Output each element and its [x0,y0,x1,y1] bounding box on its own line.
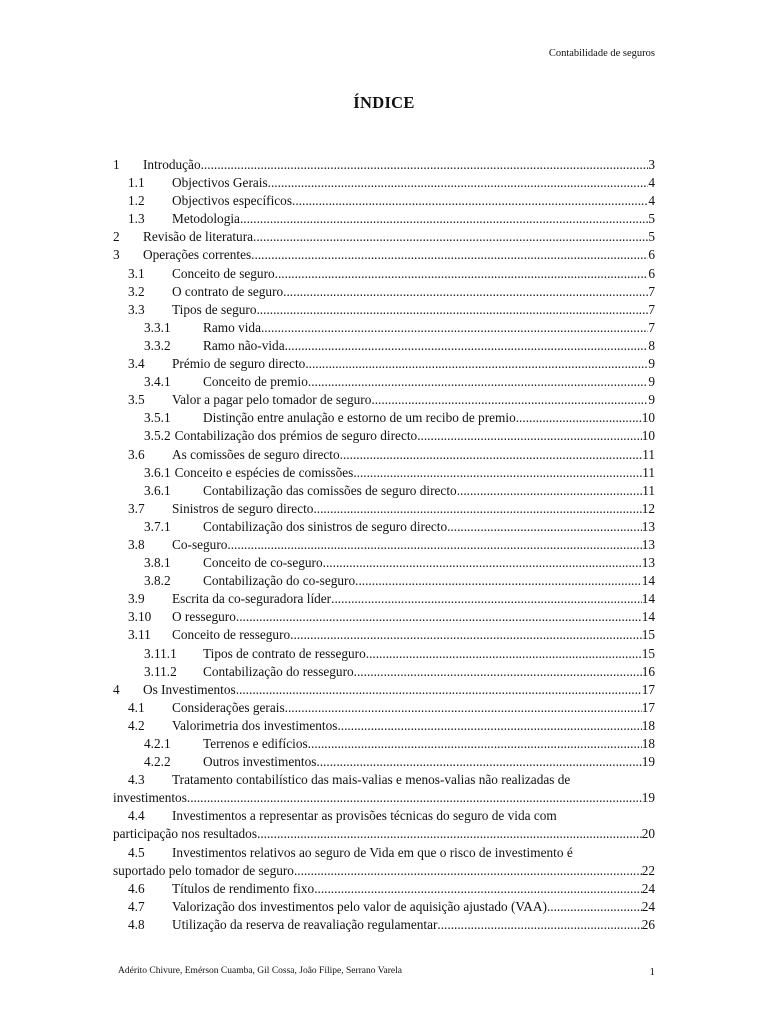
toc-entry-number: 3.4 [128,356,145,372]
dot-leader [323,554,642,572]
toc-entry[interactable] [113,608,655,626]
dot-leader [316,753,641,771]
toc-entry-continuation [113,862,655,880]
toc-entry-title: Tipos de seguro [172,301,257,317]
toc-entry[interactable] [113,663,655,681]
toc-entry[interactable] [113,355,655,373]
toc-entry[interactable] [113,844,655,862]
toc-entry-page: 9 [648,392,655,408]
toc-entry[interactable] [113,753,655,771]
toc-entry-number: 3.3 [128,301,145,317]
toc-entry[interactable] [113,626,655,644]
toc-entry-title-continued: investimentos [113,790,187,806]
toc-entry-number: 1.3 [128,211,145,227]
toc-entry-page: 13 [641,555,655,571]
dot-leader [227,536,641,554]
toc-entry-title: Introdução [143,157,201,172]
toc-entry[interactable] [113,210,655,228]
page-title: ÍNDICE [353,93,415,112]
toc-entry[interactable] [113,807,655,825]
toc-entry-continuation [113,789,655,807]
toc-entry-number: 1.1 [128,175,145,191]
toc-entry[interactable] [113,572,655,590]
toc-entry-number: 3.5.1 [144,410,171,426]
toc-entry-title: Outros investimentos [203,754,317,770]
toc-entry-number: 4 [113,681,120,697]
toc-entry-title-continued: participação nos resultados [113,826,257,842]
dot-leader [294,862,642,880]
toc-entry-number: 3.6.1 [144,482,171,498]
dot-leader [187,789,642,807]
dot-leader [547,898,642,916]
toc-entry[interactable] [113,427,655,445]
toc-entry-title: Terrenos e edifícios [203,736,308,751]
dot-leader [331,590,642,608]
dot-leader [292,192,648,210]
dot-leader [251,246,648,264]
toc-entry-page: 13 [641,518,655,534]
toc-entry[interactable] [113,482,655,500]
toc-entry-number: 3.5.2 [144,428,171,444]
toc-entry-page: 10 [641,410,655,426]
toc-entry-number: 3.11.1 [144,645,177,661]
dot-leader [355,572,642,590]
toc-entry[interactable] [113,319,655,337]
toc-entry-page: 24 [641,880,655,896]
toc-entry-page: 3 [648,157,655,172]
toc-entry-title: Investimentos relativos ao seguro de Vida em que o risco de investimento é [172,844,573,860]
toc-entry-number: 3.6 [128,446,145,462]
toc-entry-number: 3.9 [128,591,145,607]
toc-entry-page: 4 [648,193,655,209]
toc-entry-number: 4.6 [128,880,145,896]
toc-entry-title: Objectivos Gerais [172,175,268,191]
toc-entry-page: 19 [641,790,655,806]
toc-entry-number: 3.10 [128,609,152,625]
toc-entry-title: Contabilização do co-seguro [203,573,356,589]
toc-entry-page: 17 [641,699,655,715]
toc-entry-title: Ramo vida [203,319,261,335]
toc-entry[interactable] [113,156,655,174]
toc-entry-number: 3.6.1 [144,464,171,480]
footer-authors: Adérito Chivure, Emérson Cuamba, Gil Cossa, João Filipe, Serrano Varela [118,966,402,976]
toc-entry-number: 4.7 [128,898,145,914]
toc-entry-title: Valor a pagar pelo tomador de seguro [172,392,372,408]
toc-entry[interactable] [113,446,655,464]
toc-entry-number: 3 [113,247,120,263]
dot-leader [314,880,642,898]
toc-entry-title-continued: suportado pelo tomador de seguro [113,862,294,878]
toc-entry-number: 3.8.2 [144,573,171,589]
toc-entry-title: Sinistros de seguro directo [172,500,314,516]
dot-leader [313,500,641,518]
toc-entry-page: 24 [641,898,655,914]
toc-entry-number: 3.3.2 [144,337,171,353]
dot-leader [340,446,643,464]
toc-entry-title: Conceito e espécies de comissões [174,464,354,480]
toc-entry[interactable] [113,409,655,427]
toc-entry-page: 16 [641,663,655,679]
toc-entry[interactable] [113,916,655,934]
toc-entry[interactable] [113,337,655,355]
dot-leader [268,174,649,192]
toc-entry[interactable] [113,880,655,898]
toc-entry-title: Conceito de resseguro [172,627,291,643]
toc-entry[interactable] [113,373,655,391]
toc-entry-continuation [113,825,655,843]
dot-leader [256,301,648,319]
toc-entry-title: Operações correntes [143,247,252,263]
toc-entry-number: 3.8.1 [144,555,171,571]
toc-entry-number: 3.3.1 [144,319,171,335]
toc-entry-title: Títulos de rendimento fixo [172,880,315,896]
toc-entry[interactable] [113,645,655,663]
toc-entry-title: Conceito de premio [203,374,308,390]
dot-leader [305,355,648,373]
toc-entry-page: 11 [642,464,655,480]
dot-leader [285,699,642,717]
dot-leader [371,391,648,409]
toc-entry-page: 7 [648,301,655,317]
toc-entry-page: 18 [641,736,655,751]
toc-entry-page: 11 [642,482,655,498]
toc-entry-page: 9 [648,374,655,390]
toc-entry-number: 4.1 [128,699,145,715]
toc-entry-number: 4.4 [128,808,145,824]
toc-entry-number: 3.5 [128,392,145,408]
dot-leader [308,735,642,753]
toc-entry-page: 19 [641,754,655,770]
toc-entry[interactable] [113,246,655,264]
dot-leader [236,681,642,699]
dot-leader [253,228,648,246]
toc-entry-number: 4.2.1 [144,736,171,751]
toc-entry-number: 3.8 [128,536,145,552]
toc-entry[interactable] [113,536,655,554]
toc-entry-page: 13 [641,536,655,552]
toc-entry-page: 5 [648,229,655,245]
toc-entry-page: 9 [648,356,655,372]
toc-entry-page: 8 [648,337,655,353]
toc-entry[interactable] [113,554,655,572]
footer-page-number: 1 [649,966,655,978]
toc-entry[interactable] [113,681,655,699]
toc-entry-number: 4.3 [128,772,145,788]
dot-leader [354,663,642,681]
toc-entry-page: 14 [641,573,655,589]
toc-entry-title: Os Investimentos [143,681,236,697]
toc-entry[interactable] [113,699,655,717]
toc-entry[interactable] [113,391,655,409]
toc-entry-title: Metodologia [172,211,240,227]
toc-entry-number: 2 [113,229,120,245]
toc-entry-number: 4.5 [128,844,145,860]
dot-leader [290,626,642,644]
dot-leader [447,518,642,536]
toc-entry-page: 22 [641,862,655,878]
toc-entry-title: Conceito de seguro [172,265,275,281]
toc-entry-title: Valorimetria dos investimentos [172,717,338,733]
toc-entry-page: 4 [648,175,655,191]
toc-entry-page: 12 [641,500,655,516]
toc-entry-number: 1.2 [128,193,145,209]
toc-entry-title: Contabilização dos prémios de seguro directo [174,428,418,444]
dot-leader [236,608,642,626]
toc-entry-title: Contabilização das comissões de seguro directo [203,482,457,498]
toc-entry[interactable] [113,518,655,536]
toc-entry[interactable] [113,590,655,608]
toc-entry-page: 14 [641,591,655,607]
toc-entry-number: 3.7 [128,500,145,516]
toc-entry-page: 7 [648,319,655,335]
toc-entry-page: 26 [641,916,655,932]
toc-entry[interactable] [113,898,655,916]
toc-entry-number: 3.11.2 [144,663,177,679]
toc-entry-page: 15 [641,627,655,643]
toc-entry-title: Escrita da co-seguradora líder [172,591,332,607]
toc-entry-number: 1 [113,157,120,172]
toc-entry-page: 6 [648,247,655,263]
dot-leader [457,482,643,500]
toc-entry-page: 14 [641,609,655,625]
toc-entry[interactable] [113,735,655,753]
toc-entry-title: Ramo não-vida [203,337,285,353]
toc-entry[interactable] [113,192,655,210]
toc-entry-number: 3.1 [128,265,145,281]
toc-entry-title: Co-seguro [172,536,228,552]
toc-entry-title: Objectivos específicos [172,193,293,209]
toc-entry-title: As comissões de seguro directo [172,446,340,462]
toc-entry[interactable] [113,500,655,518]
table-of-contents [113,156,655,934]
toc-entry-title: Contabilização dos sinistros de seguro directo [203,518,448,534]
dot-leader [308,373,648,391]
toc-entry-number: 3.7.1 [144,518,171,534]
toc-entry-number: 4.8 [128,916,145,932]
dot-leader [275,265,649,283]
toc-entry-page: 18 [641,717,655,733]
toc-entry-number: 3.4.1 [144,374,171,390]
dot-leader [283,283,648,301]
dot-leader [337,717,641,735]
toc-entry-title: O resseguro [172,609,236,625]
toc-entry-page: 11 [642,446,655,462]
dot-leader [366,645,642,663]
toc-entry-title: Investimentos a representar as provisões técnicas do seguro de vida com [172,808,557,824]
toc-entry-page: 7 [648,283,655,299]
toc-entry-page: 5 [648,211,655,227]
toc-entry-page: 15 [641,645,655,661]
toc-entry[interactable] [113,283,655,301]
toc-entry-title: Utilização da reserva de reavaliação regulamentar [172,916,438,932]
toc-entry[interactable] [113,464,655,482]
toc-entry-page: 20 [641,826,655,842]
dot-leader [516,409,642,427]
dot-leader [240,210,648,228]
toc-entry-title: Conceito de co-seguro [203,555,323,571]
toc-entry-page: 17 [641,681,655,697]
toc-entry[interactable] [113,301,655,319]
toc-entry-page: 10 [641,428,655,444]
toc-entry[interactable] [113,771,655,789]
toc-entry[interactable] [113,717,655,735]
toc-entry-title: Tratamento contabilístico das mais-valias e menos-valias não realizadas de [172,772,571,788]
dot-leader [285,337,649,355]
toc-entry-title: Prémio de seguro directo [172,356,306,372]
toc-entry-title: Considerações gerais [172,699,285,715]
dot-leader [437,916,641,934]
toc-entry-title: Contabilização do resseguro [203,663,354,679]
running-header: Contabilidade de seguros [548,48,655,59]
dot-leader [353,464,642,482]
dot-leader [257,825,642,843]
toc-entry-title: O contrato de seguro [172,283,284,299]
toc-entry[interactable] [113,265,655,283]
toc-entry-number: 3.2 [128,283,145,299]
toc-entry-title: Tipos de contrato de resseguro [203,645,366,661]
dot-leader [261,319,648,337]
dot-leader [417,427,642,445]
toc-entry[interactable] [113,228,655,246]
toc-entry[interactable] [113,174,655,192]
toc-entry-title: Distinção entre anulação e estorno de um recibo de premio [203,410,516,426]
toc-entry-title: Revisão de literatura [143,229,254,245]
toc-entry-number: 4.2.2 [144,754,171,770]
toc-entry-number: 3.11 [128,627,151,643]
toc-entry-title: Valorização dos investimentos pelo valor de aquisição ajustado (VAA) [172,898,547,914]
toc-entry-number: 4.2 [128,717,145,733]
dot-leader [201,156,649,174]
toc-entry-page: 6 [648,265,655,281]
